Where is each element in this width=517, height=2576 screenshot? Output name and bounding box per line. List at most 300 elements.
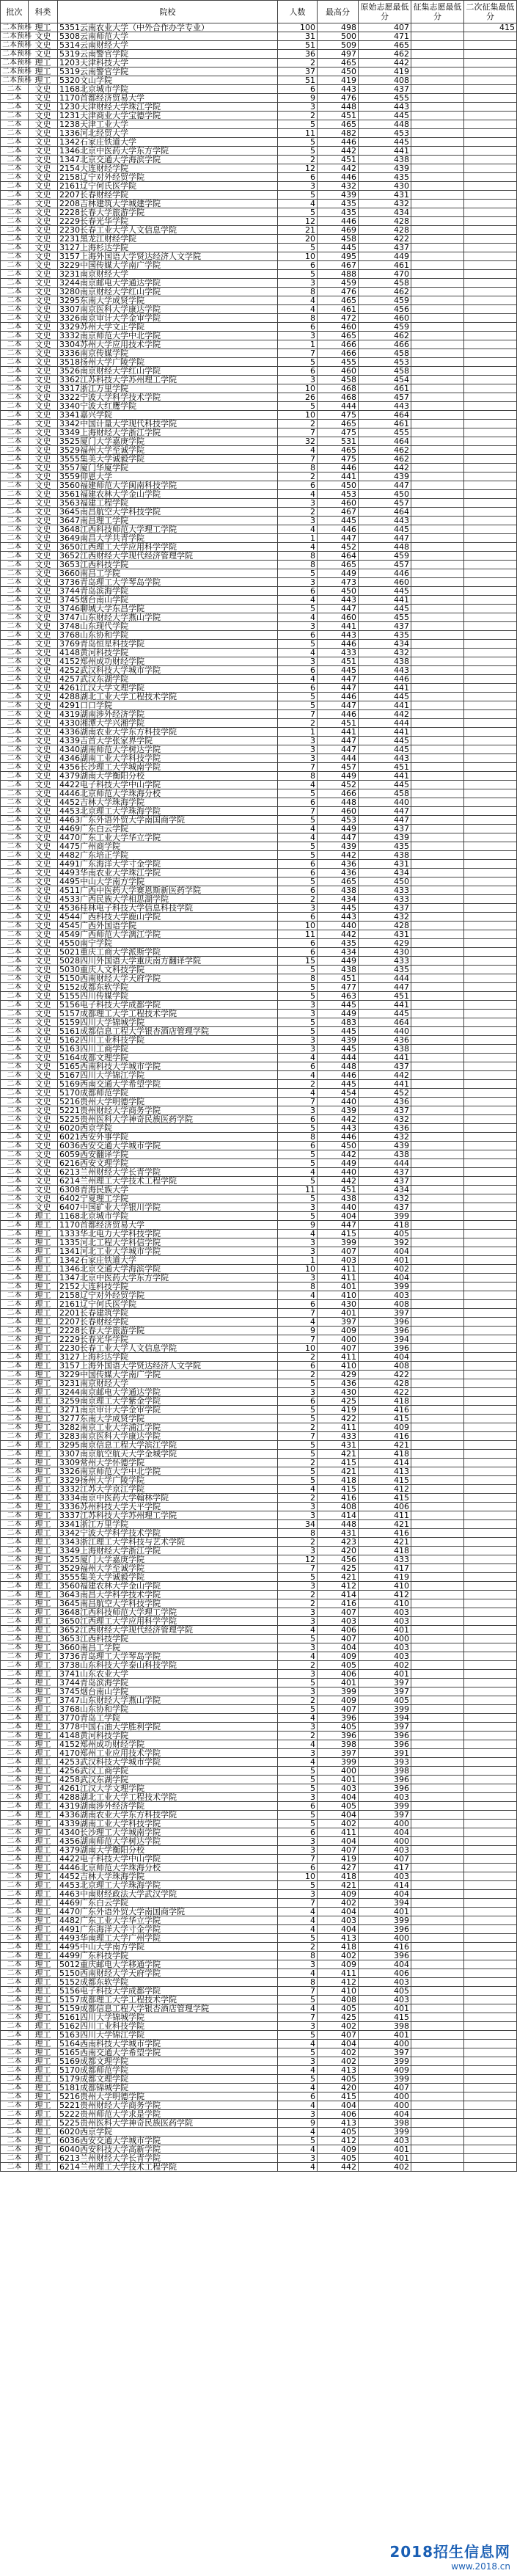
cell-second-solicit-min — [464, 1423, 517, 1432]
cell-batch: 二本 — [1, 789, 29, 798]
cell-batch: 二本 — [1, 1520, 29, 1529]
cell-count: 4 — [278, 1071, 318, 1080]
cell-max-score: 442 — [318, 851, 359, 860]
cell-second-solicit-min — [464, 384, 517, 393]
cell-original-min: 447 — [359, 481, 411, 490]
cell-second-solicit-min — [464, 675, 517, 684]
cell-original-min: 396 — [359, 1327, 411, 1335]
cell-solicit-min — [411, 851, 464, 860]
cell-second-solicit-min — [464, 147, 517, 156]
cell-max-score: 414 — [318, 1591, 359, 1599]
cell-school: 5163四川工商学院 — [58, 1045, 278, 1054]
cell-batch: 二本 — [1, 807, 29, 816]
cell-count: 4 — [278, 825, 318, 833]
cell-solicit-min — [411, 842, 464, 851]
table-row — [1, 1740, 517, 1749]
cell-solicit-min — [411, 41, 464, 50]
cell-count: 5 — [278, 1767, 318, 1776]
table-row — [1, 1054, 517, 1062]
cell-max-score: 439 — [318, 191, 359, 200]
cell-original-min: 435 — [359, 173, 411, 182]
cell-original-min: 438 — [359, 156, 411, 164]
cell-original-min: 416 — [359, 1529, 411, 1538]
cell-category: 文史 — [29, 622, 58, 631]
cell-batch: 二本 — [1, 1776, 29, 1784]
cell-second-solicit-min — [464, 1635, 517, 1643]
cell-count: 3 — [278, 1617, 318, 1626]
cell-second-solicit-min — [464, 1071, 517, 1080]
cell-school: 4170郑州工业应用技术学院 — [58, 1749, 278, 1758]
cell-max-score: 405 — [318, 1661, 359, 1670]
table-row — [1, 578, 517, 587]
cell-school: 3271南京审计大学金审学院 — [58, 1406, 278, 1415]
cell-original-min: 437 — [359, 825, 411, 833]
cell-original-min: 396 — [359, 1318, 411, 1327]
cell-category: 理工 — [29, 2110, 58, 2119]
cell-second-solicit-min — [464, 85, 517, 94]
cell-category: 理工 — [29, 1591, 58, 1599]
cell-category: 文史 — [29, 939, 58, 948]
cell-batch: 二本 — [1, 490, 29, 499]
cell-max-score: 442 — [318, 147, 359, 156]
cell-original-min: 428 — [359, 922, 411, 930]
cell-second-solicit-min — [464, 1379, 517, 1388]
cell-original-min: 409 — [359, 1423, 411, 1432]
table-row — [1, 349, 517, 358]
cell-solicit-min — [411, 2022, 464, 2031]
cell-second-solicit-min — [464, 1177, 517, 1186]
cell-second-solicit-min — [464, 1353, 517, 1362]
cell-solicit-min — [411, 1661, 464, 1670]
cell-max-score: 495 — [318, 252, 359, 261]
cell-count: 4 — [278, 833, 318, 842]
cell-max-score: 442 — [318, 2163, 359, 2172]
cell-max-score: 450 — [318, 587, 359, 596]
cell-solicit-min — [411, 191, 464, 200]
cell-category: 理工 — [29, 1265, 58, 1274]
cell-school: 3349上海财经大学浙江学院 — [58, 428, 278, 437]
cell-second-solicit-min — [464, 305, 517, 314]
cell-school: 4491广东海洋大学寸金学院 — [58, 860, 278, 869]
cell-batch: 二本 — [1, 367, 29, 376]
table-row — [1, 886, 517, 895]
table-row — [1, 1371, 517, 1379]
cell-school: 4536桂林电子科技大学信息科技学院 — [58, 904, 278, 913]
cell-batch: 二本 — [1, 1212, 29, 1221]
table-row — [1, 32, 517, 41]
table-row — [1, 1767, 517, 1776]
cell-second-solicit-min — [464, 1503, 517, 1511]
cell-max-score: 402 — [318, 1952, 359, 1960]
cell-solicit-min — [411, 67, 464, 76]
cell-school: 5225贵州医科大学神奇民族医药学院 — [58, 2119, 278, 2128]
cell-count: 11 — [278, 930, 318, 939]
cell-original-min: 441 — [359, 684, 411, 693]
cell-category: 理工 — [29, 1864, 58, 1872]
cell-batch: 二本 — [1, 2154, 29, 2163]
table-row — [1, 1969, 517, 1978]
cell-school: 3244南京邮电大学通达学院 — [58, 1388, 278, 1397]
cell-solicit-min — [411, 59, 464, 67]
table-row — [1, 728, 517, 737]
table-row — [1, 2066, 517, 2075]
cell-original-min: 465 — [359, 41, 411, 50]
cell-original-min: 400 — [359, 2040, 411, 2048]
cell-count: 3 — [278, 1388, 318, 1397]
cell-school: 4493华南农业大学珠江学院 — [58, 869, 278, 877]
cell-solicit-min — [411, 640, 464, 649]
cell-count: 7 — [278, 2013, 318, 2022]
cell-max-score: 442 — [318, 1150, 359, 1159]
cell-category: 文史 — [29, 367, 58, 376]
cell-category: 文史 — [29, 1062, 58, 1071]
cell-max-score: 441 — [318, 472, 359, 481]
cell-category: 文史 — [29, 1045, 58, 1054]
cell-second-solicit-min — [464, 1133, 517, 1142]
cell-max-score: 406 — [318, 2110, 359, 2119]
table-row — [1, 693, 517, 701]
cell-solicit-min — [411, 1397, 464, 1406]
cell-category: 理工 — [29, 1952, 58, 1960]
table-row — [1, 807, 517, 816]
cell-original-min: 399 — [359, 1212, 411, 1221]
cell-category: 文史 — [29, 138, 58, 147]
table-row — [1, 1080, 517, 1089]
cell-count: 21 — [278, 226, 318, 235]
cell-category: 文史 — [29, 1168, 58, 1177]
cell-original-min: 445 — [359, 745, 411, 754]
cell-school: 4422电子科技大学中山学院 — [58, 781, 278, 789]
cell-batch: 二本 — [1, 288, 29, 296]
cell-category: 理工 — [29, 1353, 58, 1362]
cell-batch: 二本 — [1, 1036, 29, 1045]
cell-batch: 二本 — [1, 1010, 29, 1018]
cell-second-solicit-min — [464, 50, 517, 59]
cell-solicit-min — [411, 1767, 464, 1776]
cell-category: 理工 — [29, 1969, 58, 1978]
cell-category: 理工 — [29, 1388, 58, 1397]
cell-second-solicit-min — [464, 120, 517, 129]
cell-max-score: 443 — [318, 913, 359, 922]
cell-solicit-min — [411, 1555, 464, 1564]
cell-school: 6402宁夏理工学院 — [58, 1194, 278, 1203]
cell-count: 7 — [278, 349, 318, 358]
cell-category: 理工 — [29, 1529, 58, 1538]
cell-batch: 二本 — [1, 543, 29, 552]
cell-count: 6 — [278, 1864, 318, 1872]
cell-school: 5164成都文理学院 — [58, 1054, 278, 1062]
cell-max-score: 411 — [318, 1274, 359, 1282]
table-row — [1, 754, 517, 763]
cell-second-solicit-min — [464, 1978, 517, 1987]
cell-original-min: 404 — [359, 1890, 411, 1899]
watermark-url: www.2018.cn — [451, 2561, 510, 2572]
cell-school: 3747山东财经大学燕山学院 — [58, 613, 278, 622]
cell-school: 3561福建农林大学金山学院 — [58, 490, 278, 499]
cell-school: 6020西京学院 — [58, 1124, 278, 1133]
cell-count: 4 — [278, 1652, 318, 1661]
cell-category: 理工 — [29, 2145, 58, 2154]
cell-solicit-min — [411, 2057, 464, 2066]
cell-solicit-min — [411, 279, 464, 288]
cell-school: 4446北京师范大学珠海分校 — [58, 1864, 278, 1872]
cell-batch: 二本 — [1, 1846, 29, 1855]
cell-school: 4452吉林大学珠海学院 — [58, 1872, 278, 1881]
cell-batch: 二本 — [1, 1784, 29, 1793]
cell-original-min: 404 — [359, 1960, 411, 1969]
cell-max-score: 466 — [318, 789, 359, 798]
cell-original-min: 437 — [359, 85, 411, 94]
cell-max-score: 449 — [318, 569, 359, 578]
cell-solicit-min — [411, 1247, 464, 1256]
cell-batch: 二本 — [1, 217, 29, 226]
table-row — [1, 420, 517, 428]
cell-solicit-min — [411, 103, 464, 112]
cell-original-min: 434 — [359, 208, 411, 217]
cell-batch: 二本 — [1, 622, 29, 631]
cell-original-min: 455 — [359, 428, 411, 437]
table-row — [1, 173, 517, 182]
cell-max-score: 445 — [318, 666, 359, 675]
cell-category: 文史 — [29, 789, 58, 798]
cell-solicit-min — [411, 1855, 464, 1864]
cell-original-min: 435 — [359, 631, 411, 640]
cell-school: 2201长春建筑学院 — [58, 1309, 278, 1318]
cell-second-solicit-min — [464, 393, 517, 402]
cell-solicit-min — [411, 1872, 464, 1881]
cell-original-min: 443 — [359, 517, 411, 525]
cell-second-solicit-min — [464, 930, 517, 939]
cell-batch: 二本 — [1, 358, 29, 367]
cell-batch: 二本 — [1, 833, 29, 842]
cell-school: 5165西南交通大学希望学院 — [58, 2048, 278, 2057]
cell-solicit-min — [411, 701, 464, 710]
cell-category: 理工 — [29, 1467, 58, 1476]
cell-original-min: 460 — [359, 578, 411, 587]
cell-second-solicit-min — [464, 1265, 517, 1274]
cell-school: 4470广东外语外贸大学南国商学院 — [58, 1908, 278, 1916]
cell-max-score: 436 — [318, 860, 359, 869]
cell-batch: 二本 — [1, 596, 29, 605]
cell-max-score: 404 — [318, 1212, 359, 1221]
table-row — [1, 1661, 517, 1670]
cell-second-solicit-min — [464, 1511, 517, 1520]
cell-original-min: 464 — [359, 437, 411, 446]
table-row — [1, 1529, 517, 1538]
cell-original-min: 419 — [359, 67, 411, 76]
cell-max-score: 397 — [318, 1318, 359, 1327]
cell-second-solicit-min — [464, 1415, 517, 1423]
cell-count: 5 — [278, 640, 318, 649]
cell-original-min: 447 — [359, 816, 411, 825]
cell-count: 6 — [278, 798, 318, 807]
cell-school: 3157上海外国语大学贤达经济人文学院 — [58, 252, 278, 261]
table-row — [1, 1890, 517, 1899]
cell-batch: 二本 — [1, 112, 29, 120]
cell-school: 3277东南大学成贤学院 — [58, 1415, 278, 1423]
cell-second-solicit-min — [464, 2075, 517, 2084]
cell-original-min: 408 — [359, 76, 411, 85]
cell-original-min: 408 — [359, 1362, 411, 1371]
cell-original-min: 394 — [359, 1714, 411, 1723]
cell-batch: 二本 — [1, 472, 29, 481]
table-row — [1, 737, 517, 745]
cell-max-score: 419 — [318, 1406, 359, 1415]
cell-batch: 二本 — [1, 930, 29, 939]
cell-max-score: 448 — [318, 103, 359, 112]
cell-max-score: 442 — [318, 930, 359, 939]
cell-second-solicit-min — [464, 2048, 517, 2057]
cell-count: 5 — [278, 2031, 318, 2040]
cell-solicit-min — [411, 1687, 464, 1696]
table-row — [1, 156, 517, 164]
cell-batch: 二本 — [1, 1952, 29, 1960]
cell-solicit-min — [411, 657, 464, 666]
cell-original-min: 437 — [359, 904, 411, 913]
cell-original-min: 454 — [359, 376, 411, 384]
cell-original-min: 413 — [359, 1467, 411, 1476]
cell-category: 理工 — [29, 1282, 58, 1291]
cell-count: 6 — [278, 886, 318, 895]
cell-count: 9 — [278, 94, 318, 103]
cell-batch: 二本 — [1, 1916, 29, 1925]
cell-batch: 二本 — [1, 191, 29, 200]
cell-batch: 二本 — [1, 1177, 29, 1186]
cell-category: 文史 — [29, 499, 58, 508]
cell-category: 理工 — [29, 76, 58, 85]
cell-original-min: 432 — [359, 1194, 411, 1203]
cell-count: 6 — [278, 1362, 318, 1371]
table-row — [1, 1335, 517, 1344]
cell-second-solicit-min — [464, 156, 517, 164]
cell-max-score: 440 — [318, 1098, 359, 1106]
table-row — [1, 1282, 517, 1291]
cell-original-min: 439 — [359, 1142, 411, 1150]
cell-solicit-min — [411, 869, 464, 877]
cell-category: 理工 — [29, 1335, 58, 1344]
cell-solicit-min — [411, 789, 464, 798]
cell-original-min: 440 — [359, 1027, 411, 1036]
cell-max-score: 445 — [318, 1027, 359, 1036]
cell-batch: 二本 — [1, 464, 29, 472]
cell-second-solicit-min: 415 — [464, 23, 517, 32]
table-row — [1, 1626, 517, 1635]
cell-category: 理工 — [29, 1555, 58, 1564]
cell-count: 7 — [278, 1899, 318, 1908]
cell-batch: 二本 — [1, 1582, 29, 1591]
cell-max-score: 460 — [318, 807, 359, 816]
cell-school: 3336苏州科技大学天平学院 — [58, 1503, 278, 1511]
cell-second-solicit-min — [464, 481, 517, 490]
cell-count: 5 — [278, 191, 318, 200]
table-row — [1, 226, 517, 235]
cell-school: 3653江西科技学院 — [58, 561, 278, 569]
cell-solicit-min — [411, 1837, 464, 1846]
cell-category: 文史 — [29, 41, 58, 50]
cell-original-min: 438 — [359, 657, 411, 666]
cell-count: 5 — [278, 701, 318, 710]
cell-solicit-min — [411, 164, 464, 173]
cell-solicit-min — [411, 1679, 464, 1687]
cell-max-score: 444 — [318, 1054, 359, 1062]
cell-original-min: 404 — [359, 1274, 411, 1282]
cell-batch: 二本 — [1, 1652, 29, 1661]
cell-batch: 二本 — [1, 1617, 29, 1626]
cell-second-solicit-min — [464, 860, 517, 869]
table-row — [1, 1406, 517, 1415]
cell-batch: 二本 — [1, 1344, 29, 1353]
cell-original-min: 445 — [359, 781, 411, 789]
table-row — [1, 261, 517, 270]
cell-original-min: 462 — [359, 50, 411, 59]
cell-school: 3769青岛恒星科技学院 — [58, 640, 278, 649]
cell-original-min: 438 — [359, 1150, 411, 1159]
cell-max-score: 444 — [318, 754, 359, 763]
cell-count: 4 — [278, 1089, 318, 1098]
cell-original-min: 421 — [359, 1520, 411, 1529]
cell-solicit-min — [411, 508, 464, 517]
cell-count: 4 — [278, 2040, 318, 2048]
cell-school: 1347北京交通大学海滨学院 — [58, 156, 278, 164]
cell-category: 理工 — [29, 23, 58, 32]
cell-original-min: 432 — [359, 1133, 411, 1142]
cell-school: 3337江苏科技大学苏州理工学院 — [58, 1511, 278, 1520]
cell-solicit-min — [411, 340, 464, 349]
cell-max-score: 449 — [318, 957, 359, 966]
cell-category: 文史 — [29, 561, 58, 569]
cell-solicit-min — [411, 737, 464, 745]
cell-count: 5 — [278, 1705, 318, 1714]
table-row — [1, 1820, 517, 1828]
cell-solicit-min — [411, 1282, 464, 1291]
cell-second-solicit-min — [464, 244, 517, 252]
cell-category: 文史 — [29, 1186, 58, 1194]
cell-solicit-min — [411, 1696, 464, 1705]
cell-batch: 二本预科 — [1, 76, 29, 85]
cell-batch: 二本 — [1, 1247, 29, 1256]
table-row — [1, 895, 517, 904]
cell-school: 3748山东现代学院 — [58, 622, 278, 631]
cell-max-score: 444 — [318, 402, 359, 411]
table-row — [1, 525, 517, 534]
cell-category: 理工 — [29, 1740, 58, 1749]
cell-solicit-min — [411, 613, 464, 622]
cell-original-min: 464 — [359, 508, 411, 517]
cell-max-score: 405 — [318, 2004, 359, 2013]
cell-max-score: 465 — [318, 332, 359, 340]
cell-second-solicit-min — [464, 877, 517, 886]
cell-original-min: 433 — [359, 895, 411, 904]
table-row — [1, 384, 517, 393]
cell-original-min: 396 — [359, 1732, 411, 1740]
cell-school: 3343浙江理工大学科技与艺术学院 — [58, 1538, 278, 1547]
cell-second-solicit-min — [464, 1820, 517, 1828]
cell-category: 文史 — [29, 296, 58, 305]
cell-second-solicit-min — [464, 1547, 517, 1555]
cell-count: 3 — [278, 1890, 318, 1899]
cell-batch: 二本 — [1, 138, 29, 147]
cell-school: 3560福建农林大学金山学院 — [58, 1582, 278, 1591]
table-row — [1, 94, 517, 103]
cell-solicit-min — [411, 728, 464, 737]
cell-solicit-min — [411, 1582, 464, 1591]
cell-solicit-min — [411, 1423, 464, 1432]
cell-school: 5225贵州医科大学神奇民族医药学院 — [58, 1115, 278, 1124]
cell-second-solicit-min — [464, 728, 517, 737]
cell-solicit-min — [411, 1327, 464, 1335]
cell-original-min: 445 — [359, 138, 411, 147]
cell-original-min: 445 — [359, 525, 411, 534]
